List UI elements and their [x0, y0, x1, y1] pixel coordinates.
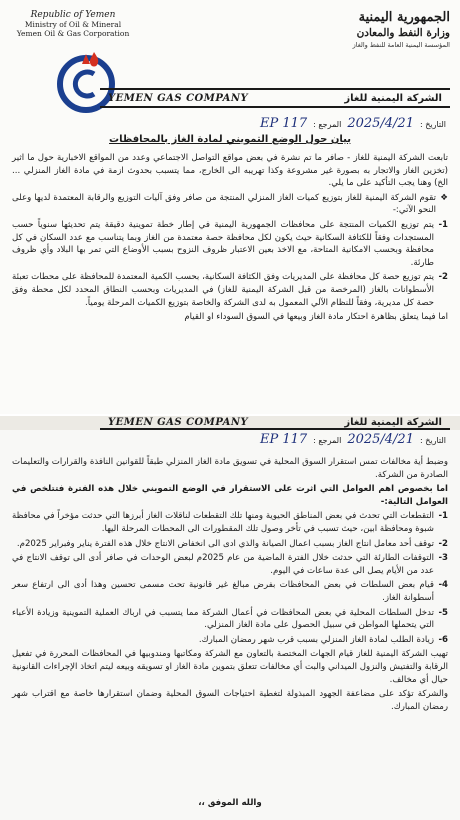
item-text: قيام بعض السلطات في بعض المحافظات بفرض مبالغ غير قانونية تحت مسمى تحسين وهذا أدى الى ارتفاع سعر أسطوانة الغاز.	[12, 580, 434, 603]
item-text: تدخل السلطات المحلية في بعض المحافظات في أعمال الشركة مما يتسبب في ارباك العملية التموينية وزيادة الأعباء التي يتحملها المواطن في سبيل الحصول على مادة الغاز المنزلي.	[12, 607, 434, 631]
continuation-paragraph: وضبط أية مخالفات تمس استقرار السوق المحلية في تسويق مادة الغاز المنزلي طبقاً للقوانين النافذة والقرارات والتعليمات الصادرة من الشركة.	[12, 457, 448, 480]
signoff: والله الموفق ،،	[198, 798, 262, 808]
item-number: 2-	[438, 272, 448, 283]
statement-title: بيان حول الوضع التمويني لمادة الغاز بالمحافظات	[109, 134, 351, 145]
latin-republic: Republic of Yemen	[30, 10, 116, 20]
company-name-ar: الشركة اليمنية للغاز	[344, 92, 442, 104]
list-item	[12, 538, 448, 551]
letter-page-2	[0, 416, 460, 820]
arabic-ministry: وزارة النفط والمعادن	[356, 27, 450, 39]
item-number: 6-	[438, 634, 448, 645]
item-text: التقطعات التي تحدث في بعض المناطق الحيوية ومنها تلك التقطعات لناقلات الغاز أبرزها التي حدثت مؤخراً في محافظة شبوة ومحافظة ابين، حيث تسبب في تأخر وصول تلك المقطورات الى المحطات المرحلة اليها.	[12, 511, 434, 534]
latin-ministry: Ministry of Oil & Mineral	[24, 20, 122, 29]
arabic-corporation: المؤسسة اليمنية العامة للنفط والغاز	[352, 41, 450, 49]
closing-commitment: والشركة تؤكد على مضاعفة الجهود المبذولة لتغطية احتياجات السوق المحلية وضمان استقرارها خاصة مع اقتراب شهر رمضان المبارك.	[12, 689, 448, 712]
company-banner	[100, 416, 450, 430]
reference-value: 117 EP	[259, 116, 308, 131]
company-banner	[100, 88, 450, 108]
distribution-bullet	[12, 192, 448, 217]
date-value: 2025/4/21	[347, 116, 414, 131]
list-item	[12, 510, 448, 535]
letterhead-arabic	[300, 10, 450, 49]
company-name-en: YEMEN GAS COMPANY	[108, 92, 249, 104]
arabic-republic: الجمهورية اليمنية	[358, 10, 450, 25]
page-2-body	[12, 456, 448, 715]
date-reference-line	[260, 116, 446, 131]
list-item	[12, 579, 448, 604]
closing-appeal: تهيب الشركة اليمنية للغاز قيام الجهات المختصة بالتعاون مع الشركة ومكاتبها ومندوبيها في المحافظات المحررة في تفعيل الرقابة والتفتيش والنزول الميداني والبت أي مخالفات تتعلق بتموين مادة الغاز او تسويقه وبيعه ليتم اتخاذ الإجراءات القانونية حيال أي مخالف.	[12, 649, 448, 685]
company-name-ar: الشركة اليمنية للغاز	[344, 416, 442, 428]
item-text: يتم توزيع الكميات المنتجة على محافظات الجمهورية اليمنية في إطار خطة تموينية دقيقة يتم تحديثها سنوياً حسب المستجدات وفقاً للكثافة السكانية حيث يكون لكل محافظة حصة معتمدة من الغاز وبما يتناسب مع عدد السكان في كل محافظة وبحسب الامكانية المتاحة، مع الاخذ بعين الاعتبار ظروف النزوح بسبب الأوضاع التي تمر بها البلاد وأي ظروف طارئة.	[12, 219, 434, 268]
date-reference-line	[260, 432, 446, 447]
item-number: 2-	[438, 538, 448, 549]
company-name-en: YEMEN GAS COMPANY	[108, 416, 249, 428]
bullet-icon: ❖	[440, 192, 448, 203]
item-number: 5-	[438, 607, 448, 618]
page-1-body	[12, 152, 448, 326]
reference-value: 117 EP	[259, 432, 308, 447]
item-text: يتم توزيع حصة كل محافظة على المديريات وفق الكثافة السكانية، بحسب الكمية المعتمدة للمحافظة على محطات تعبئة الأسطوانات بالغاز (المرخصة من قبل الشركة اليمنية للغاز) في المديريات وبحسب النطاق المحدد لكل محطة وفق حصة كل مديرية، وفقاً للنظام الآلي المعمول به لدى الشركة والخاصة بتوزيع الكميات المرحلة يومياً.	[12, 272, 434, 308]
latin-corporation: Yemen Oil & Gas Corporation	[16, 29, 130, 38]
list-item	[12, 607, 448, 632]
intro-paragraph: تابعت الشركة اليمنية للغاز - صافر ما تم نشرة في بعض مواقع التواصل الاجتماعي وعدد من المواقع الاخبارية حول ما اثير (تخزين الغاز والاتجار به بصورة غير مشروعة وكذا تهريبه الى الخارج، مما يتسبب بحدوث ازمة في مادة الغاز المنزلي ... الخ) وهنا يجب التأكيد على ما يلي.	[12, 153, 448, 189]
date-label: التاريخ :	[419, 436, 446, 445]
bullet-text: تقوم الشركة اليمنية للغاز بتوزيع كميات الغاز المنزلي المنتجة من صافر وفق آليات التوزيع والرقابة المعتمدة لديها وعلى النحو الآتي:-	[12, 192, 436, 216]
factors-lead: اما بخصوص اهم العوامل التي اثرت على الاستقرار في الوضع التمويني خلال هذه الفترة فتتلخص في العوامل التالية:-	[12, 484, 448, 507]
item-text: توقف أحد معامل انتاج الغاز بسبب اعمال الصيانة والذي ادى الى انخفاض الانتاج خلال هذه الفترة يناير وفبراير 2025م.	[16, 538, 434, 549]
flame-icon	[88, 52, 100, 68]
item-number: 3-	[438, 553, 448, 564]
item-text: زيادة الطلب لمادة الغاز المنزلي بسبب قرب شهر رمضان المبارك.	[198, 634, 434, 645]
item-number: 1-	[438, 511, 448, 522]
item-number: 1-	[438, 219, 448, 230]
list-item	[12, 271, 448, 309]
letterhead-latin	[8, 10, 138, 38]
item-text: التوقفات الطارئة التي حدثت خلال الفترة الماضية من عام 2025م لبعض الوحدات في صافر أدى الى توقف الانتاج في عدد من الأيام يصل الى عدة ساعات في اليوم.	[12, 553, 434, 576]
date-value: 2025/4/21	[347, 432, 414, 447]
reference-label: المرجع :	[313, 436, 342, 445]
tail-paragraph: اما فيما يتعلق بظاهرة احتكار مادة الغاز وبيعها في السوق السوداء او القيام	[184, 312, 448, 323]
list-item	[12, 219, 448, 269]
reference-label: المرجع :	[313, 120, 342, 129]
list-item	[12, 634, 448, 647]
item-number: 4-	[438, 580, 448, 591]
list-item	[12, 552, 448, 577]
date-label: التاريخ :	[419, 120, 446, 129]
